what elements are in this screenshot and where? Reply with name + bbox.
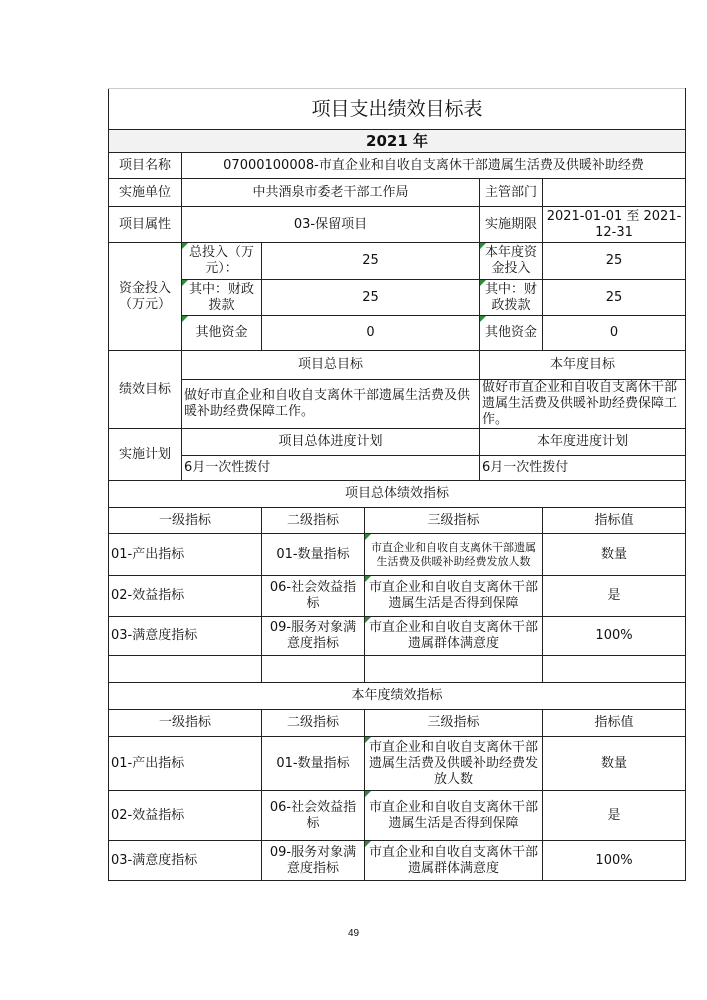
annual-row1-level2: 01-数量指标	[262, 737, 365, 791]
period-value: 2021-01-01 至 2021-12-31	[543, 207, 686, 243]
overall-row1-level1: 01-产出指标	[109, 534, 262, 576]
empty-cell	[365, 656, 543, 683]
overall-header-level3: 三级指标	[365, 508, 543, 534]
total-goal-text: 做好市直企业和自收自支离休干部遗属生活费及供暖补助经费保障工作。	[182, 380, 480, 429]
annual-row3-level3: 市直企业和自收自支离休干部遗属群体满意度	[365, 841, 543, 881]
annual-plan-header: 本年度进度计划	[480, 429, 686, 456]
total-investment-value: 25	[262, 243, 480, 280]
impl-unit-label: 实施单位	[109, 179, 182, 207]
annual-goal-header: 本年度目标	[480, 351, 686, 380]
impl-unit-value: 中共酒泉市委老干部工作局	[182, 179, 480, 207]
overall-header-level1: 一级指标	[109, 508, 262, 534]
annual-other-funding-label: 其他资金	[480, 316, 543, 351]
overall-row2-level2: 06-社会效益指标	[262, 576, 365, 617]
page-number: 49	[347, 928, 360, 939]
funding-label: 资金投入（万元）	[109, 243, 182, 351]
dept-value	[543, 179, 686, 207]
overall-header-level2: 二级指标	[262, 508, 365, 534]
overall-row3-level2: 09-服务对象满意度指标	[262, 617, 365, 656]
attr-value: 03-保留项目	[182, 207, 480, 243]
annual-row2-level3: 市直企业和自收自支离休干部遗属生活是否得到保障	[365, 791, 543, 841]
empty-cell	[109, 656, 262, 683]
annual-header-level2: 二级指标	[262, 710, 365, 737]
overall-row3-level3: 市直企业和自收自支离休干部遗属群体满意度	[365, 617, 543, 656]
performance-target-table	[108, 88, 686, 881]
annual-investment-label: 本年度资金投入	[480, 243, 543, 280]
annual-row3-value: 100%	[543, 841, 686, 881]
dept-label: 主管部门	[480, 179, 543, 207]
overall-row1-value: 数量	[543, 534, 686, 576]
annual-other-funding-value: 0	[543, 316, 686, 351]
annual-row3-level2: 09-服务对象满意度指标	[262, 841, 365, 881]
overall-row1-level3: 市直企业和自收自支离休干部遗属生活费及供暖补助经费发放人数	[365, 534, 543, 576]
annual-row2-level2: 06-社会效益指标	[262, 791, 365, 841]
fiscal-funding-value: 25	[262, 280, 480, 316]
other-funding-label: 其他资金	[182, 316, 262, 351]
annual-row2-level1: 02-效益指标	[109, 791, 262, 841]
annual-row1-level1: 01-产出指标	[109, 737, 262, 791]
annual-row3-level1: 03-满意度指标	[109, 841, 262, 881]
total-goal-header: 项目总目标	[182, 351, 480, 380]
other-funding-value: 0	[262, 316, 480, 351]
annual-fiscal-funding-value: 25	[543, 280, 686, 316]
annual-investment-value: 25	[543, 243, 686, 280]
overall-row1-level2: 01-数量指标	[262, 534, 365, 576]
table-title: 项目支出绩效目标表	[109, 89, 686, 130]
project-name-label: 项目名称	[109, 153, 182, 179]
attr-label: 项目属性	[109, 207, 182, 243]
annual-plan-text: 6月一次性拨付	[480, 456, 686, 481]
overall-row2-level1: 02-效益指标	[109, 576, 262, 617]
goals-label: 绩效目标	[109, 351, 182, 429]
annual-header-level1: 一级指标	[109, 710, 262, 737]
overall-row3-value: 100%	[543, 617, 686, 656]
year-label: 2021 年	[109, 130, 686, 153]
overall-indicators-title: 项目总体绩效指标	[109, 481, 686, 508]
annual-row1-level3: 市直企业和自收自支离休干部遗属生活费及供暖补助经费发放人数	[365, 737, 543, 791]
period-label: 实施期限	[480, 207, 543, 243]
annual-row1-value: 数量	[543, 737, 686, 791]
overall-row2-level3: 市直企业和自收自支离休干部遗属生活是否得到保障	[365, 576, 543, 617]
total-investment-label: 总投入（万元）：	[182, 243, 262, 280]
empty-cell	[543, 656, 686, 683]
project-name-value: 07000100008-市直企业和自收自支离休干部遗属生活费及供暖补助经费	[182, 153, 686, 179]
plan-label: 实施计划	[109, 429, 182, 481]
annual-header-level3: 三级指标	[365, 710, 543, 737]
total-plan-text: 6月一次性拨付	[182, 456, 480, 481]
overall-header-value: 指标值	[543, 508, 686, 534]
fiscal-funding-label: 其中：财政拨款	[182, 280, 262, 316]
annual-goal-text: 做好市直企业和自收自支离休干部遗属生活费及供暖补助经费保障工作。	[480, 380, 686, 429]
overall-row3-level1: 03-满意度指标	[109, 617, 262, 656]
total-plan-header: 项目总体进度计划	[182, 429, 480, 456]
annual-header-value: 指标值	[543, 710, 686, 737]
overall-row2-value: 是	[543, 576, 686, 617]
empty-cell	[262, 656, 365, 683]
annual-fiscal-funding-label: 其中：财政拨款	[480, 280, 543, 316]
annual-row2-value: 是	[543, 791, 686, 841]
annual-indicators-title: 本年度绩效指标	[109, 683, 686, 710]
